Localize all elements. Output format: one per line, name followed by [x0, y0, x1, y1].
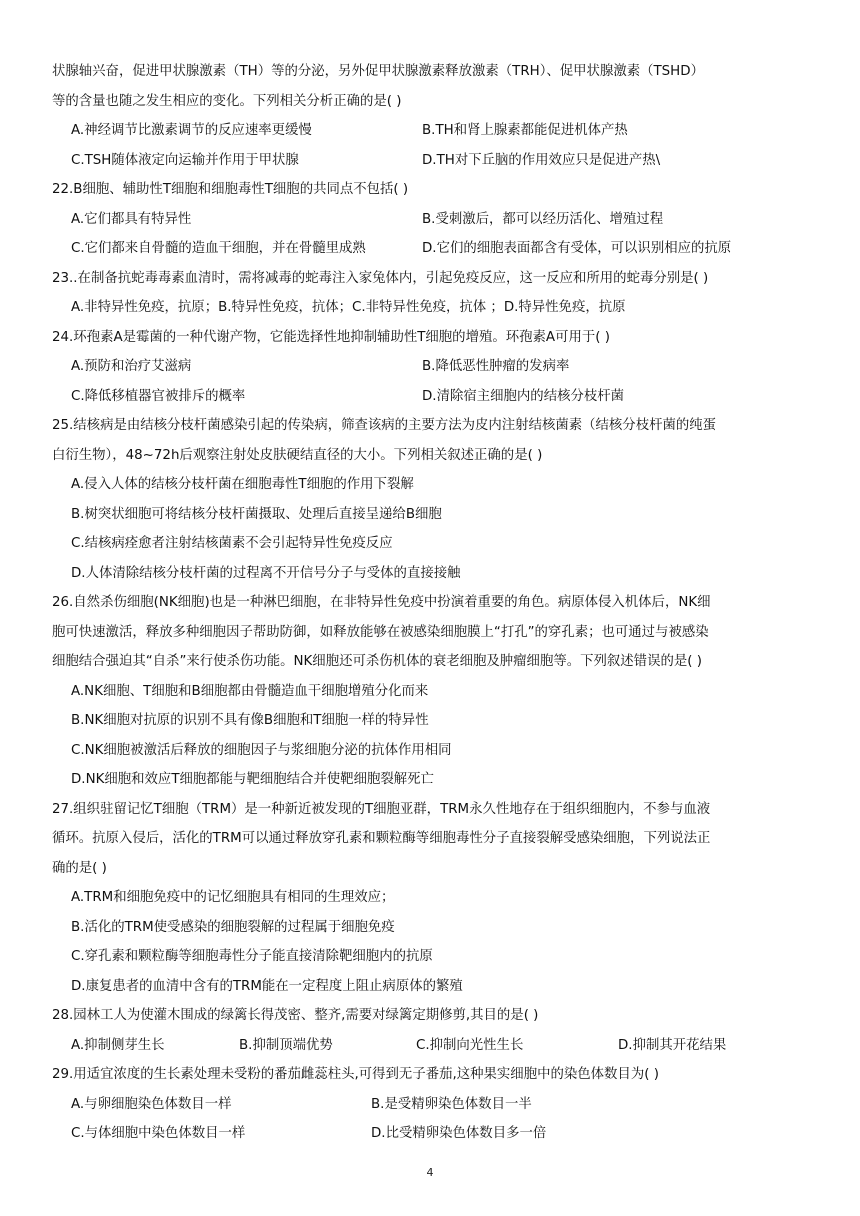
option-c: C.与体细胞中染色体数目一样	[71, 1126, 246, 1141]
option-c: C.降低移植器官被排斥的概率	[71, 388, 246, 404]
question-27-stem-line: 确的是( )	[52, 860, 107, 876]
question-26-stem-line: 细胞结合强迫其“自杀”来行使杀伤功能。NK细胞还可杀伤机体的衰老细胞及肿瘤细胞等。下列叙述错误的是( )	[52, 654, 702, 669]
question-21-options-row	[52, 116, 812, 146]
page-number: 4	[426, 1166, 434, 1179]
option-d: D.NK细胞和效应T细胞都能与靶细胞结合并使靶细胞裂解死亡	[71, 772, 434, 787]
option-c: C.它们都来自骨髓的造血干细胞，并在骨髓里成熟	[71, 241, 366, 256]
option-a: A.预防和治疗艾滋病	[71, 359, 192, 374]
question-28-stem: 28.园林工人为使灌木围成的绿篱长得茂密、整齐,需要对绿篱定期修剪,其目的是( )	[52, 1008, 539, 1023]
option-a: A.抑制侧芽生长	[71, 1037, 165, 1053]
option-a: A.TRM和细胞免疫中的记忆细胞具有相同的生理效应；	[71, 890, 395, 905]
option-c: C.抑制向光性生长	[416, 1037, 524, 1053]
option-a: A.神经调节比激素调节的反应速率更缓慢	[71, 123, 312, 138]
question-24-stem: 24.环孢素A是霉菌的一种代谢产物，它能选择性地抑制辅助性T细胞的增殖。环孢素A可用于( )	[52, 329, 610, 345]
option-d: D.它们的细胞表面都含有受体，可以识别相应的抗原	[422, 241, 732, 256]
option-b: B.树突状细胞可将结核分枝杆菌摄取、处理后直接呈递给B细胞	[71, 506, 442, 522]
option-d: D.人体清除结核分枝杆菌的过程离不开信号分子与受体的直接接触	[71, 565, 461, 581]
question-29-options-row	[52, 1119, 812, 1149]
question-27-stem-line: 27.组织驻留记忆T细胞（TRM）是一种新近被发现的T细胞亚群，TRM永久性地存在于组织细胞内，不参与血液	[52, 801, 711, 817]
option-c: C.NK细胞被激活后释放的细胞因子与浆细胞分泌的抗体作用相同	[71, 742, 452, 758]
question-24-options-row	[52, 352, 812, 382]
question-25-stem-line: 白衍生物），48~72h后观察注射处皮肤硬结直径的大小。下列相关叙述正确的是( )	[52, 447, 543, 463]
option-b: B.受刺激后，都可以经历活化、增殖过程	[422, 211, 664, 227]
question-21-stem-line: 状腺轴兴奋，促进甲状腺激素（TH）等的分泌，另外促甲状腺激素释放激素（TRH）、促甲状腺激素（TSHD）	[52, 64, 704, 79]
question-29-options-row	[52, 1090, 812, 1120]
option-d: D.清除宿主细胞内的结核分枝杆菌	[422, 388, 625, 404]
option-b: B.TH和肾上腺素都能促进机体产热	[422, 123, 628, 138]
option-a: A.与卵细胞染色体数目一样	[71, 1096, 232, 1112]
question-26-stem-line: 胞可快速激活，释放多种细胞因子帮助防御，如释放能够在被感染细胞膜上“打孔”的穿孔素；也可通过与被感染	[52, 624, 709, 640]
question-28-options-row	[52, 1031, 812, 1061]
question-22-options-row	[52, 234, 812, 264]
option-c: C.结核病痊愈者注射结核菌素不会引起特异性免疫反应	[71, 536, 393, 551]
question-21-options-row	[52, 146, 812, 176]
option-d: D.TH对下丘脑的作用效应只是促进产热\	[422, 152, 661, 168]
option-b: B.抑制顶端优势	[239, 1037, 333, 1053]
option-a: A.它们都具有特异性	[71, 211, 192, 227]
question-24-options-row	[52, 382, 812, 412]
question-22-stem: 22.B细胞、辅助性T细胞和细胞毒性T细胞的共同点不包括( )	[52, 182, 409, 197]
question-23-stem: 23..在制备抗蛇毒毒素血清时，需将减毒的蛇毒注入家兔体内，引起免疫反应，这一反应和所用的蛇毒分别是( )	[52, 270, 709, 286]
question-21-stem-line: 等的含量也随之发生相应的变化。下列相关分析正确的是( )	[52, 93, 402, 109]
option-b: B.NK细胞对抗原的识别不具有像B细胞和T细胞一样的特异性	[71, 713, 429, 728]
exam-page-content	[52, 57, 812, 1149]
option-b: B.是受精卵染色体数目一半	[371, 1096, 532, 1112]
question-27-stem-line: 循环。抗原入侵后，活化的TRM可以通过释放穿孔素和颗粒酶等细胞毒性分子直接裂解受感染细胞，下列说法正	[52, 831, 711, 846]
option-d: D.比受精卵染色体数目多一倍	[371, 1126, 547, 1141]
question-26-stem-line: 26.自然杀伤细胞(NK细胞)也是一种淋巴细胞，在非特异性免疫中扮演着重要的角色。病原体侵入机体后，NK细	[52, 595, 711, 610]
option-c: C.TSH随体液定向运输并作用于甲状腺	[71, 152, 299, 168]
question-25-stem-line: 25.结核病是由结核分枝杆菌感染引起的传染病，筛查该病的主要方法为皮内注射结核菌素（结核分枝杆菌的纯蛋	[52, 418, 717, 433]
option-d: D.抑制其开花结果	[618, 1037, 727, 1053]
option-a: A.侵入人体的结核分枝杆菌在细胞毒性T细胞的作用下裂解	[71, 477, 414, 492]
option-d: D.康复患者的血清中含有的TRM能在一定程度上阻止病原体的繁殖	[71, 978, 463, 994]
option-b: B.降低恶性肿瘤的发病率	[422, 359, 570, 374]
option-a: A.NK细胞、T细胞和B细胞都由骨髓造血干细胞增殖分化而来	[71, 683, 429, 699]
question-29-stem: 29.用适宜浓度的生长素处理未受粉的番茄雌蕊柱头,可得到无子番茄,这种果实细胞中的染色体数目为( )	[52, 1067, 659, 1082]
option-c: C.穿孔素和颗粒酶等细胞毒性分子能直接清除靶细胞内的抗原	[71, 949, 433, 964]
question-22-options-row	[52, 205, 812, 235]
option-b: B.活化的TRM使受感染的细胞裂解的过程属于细胞免疫	[71, 919, 395, 935]
question-23-options-line: A.非特异性免疫，抗原；B.特异性免疫，抗体；C.非特异性免疫，抗体 ；D.特异性免疫，抗原	[71, 300, 626, 315]
